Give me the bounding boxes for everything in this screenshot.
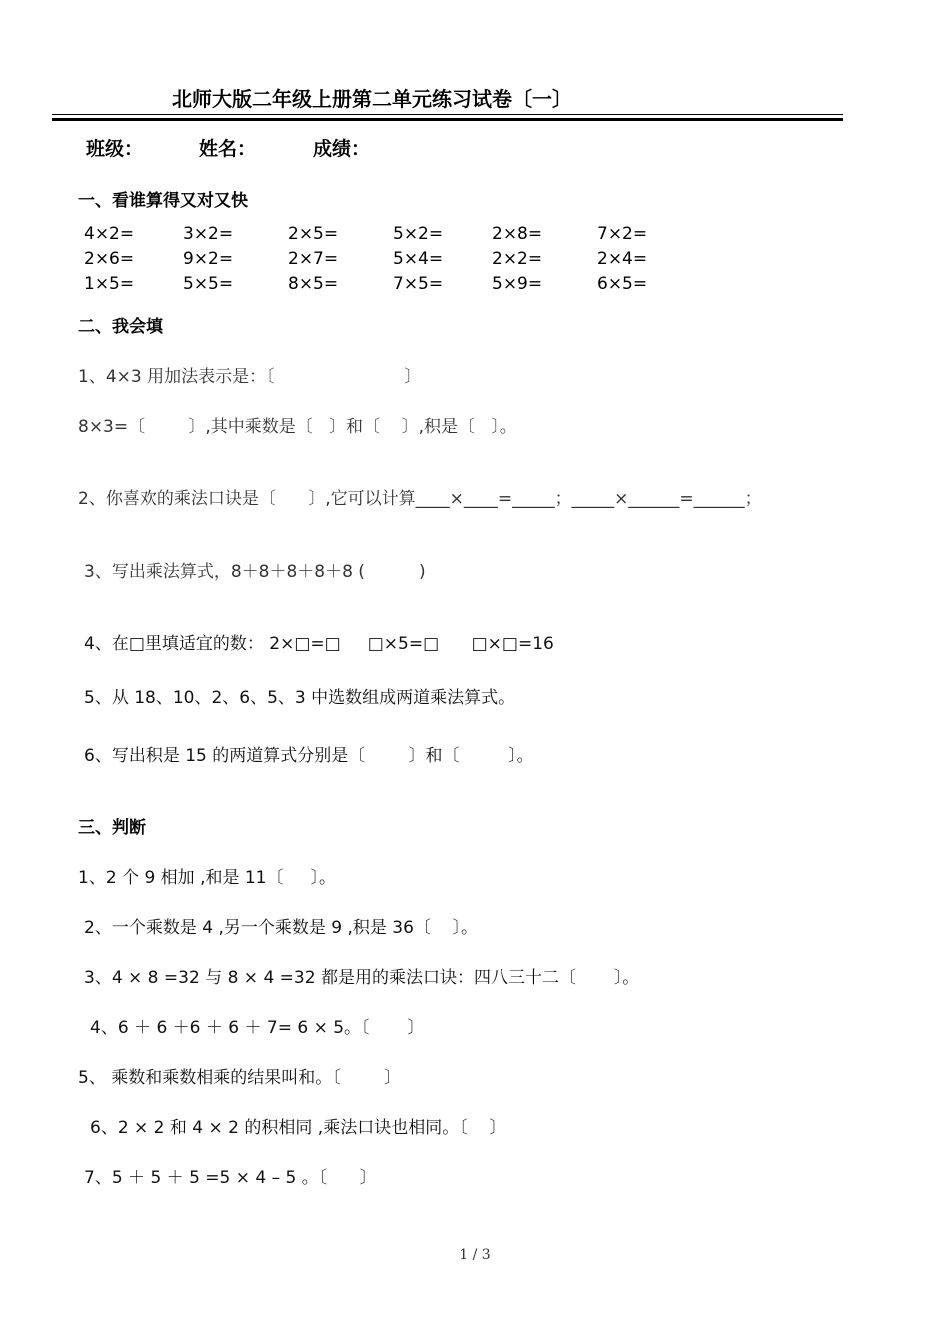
drill-item: 4×2= xyxy=(84,224,135,244)
drill-item: 5×2= xyxy=(393,224,444,244)
drill-item: 2×8= xyxy=(492,224,543,244)
drill-item: 7×2= xyxy=(597,224,648,244)
judge-question-3: 3、4 × 8 =32 与 8 × 4 =32 都是用的乘法口诀：四八三十二〔 〕。 xyxy=(84,968,640,988)
drill-item: 2×7= xyxy=(288,249,339,269)
drill-item: 2×4= xyxy=(597,249,648,269)
drill-item: 3×2= xyxy=(183,224,234,244)
document-title: 北师大版二年级上册第二单元练习试卷〔一〕 xyxy=(172,87,572,111)
fill-question-3: 3、写出乘法算式，8＋8＋8＋8＋8 ( ) xyxy=(84,562,426,582)
drill-item: 8×5= xyxy=(288,274,339,294)
section3-heading: 三、判断 xyxy=(78,818,146,838)
title-rule-thin xyxy=(52,114,843,115)
judge-question-1: 1、2 个 9 相加 ,和是 11〔 〕。 xyxy=(78,868,337,888)
drill-item: 5×9= xyxy=(492,274,543,294)
fill-question-5: 5、从 18、10、2、6、5、3 中选数组成两道乘法算式。 xyxy=(84,688,516,708)
section1-heading: 一、看谁算得又对又快 xyxy=(78,191,248,211)
drill-item: 5×4= xyxy=(393,249,444,269)
drill-item: 5×5= xyxy=(183,274,234,294)
judge-question-4: 4、6 ＋ 6 ＋6 ＋ 6 ＋ 7= 6 × 5。〔 〕 xyxy=(90,1018,425,1038)
drill-item: 7×5= xyxy=(393,274,444,294)
judge-question-2: 2、一个乘数是 4 ,另一个乘数是 9 ,积是 36〔 〕。 xyxy=(84,918,479,938)
judge-question-6: 6、2 × 2 和 4 × 2 的积相同 ,乘法口诀也相同。〔 〕 xyxy=(90,1118,507,1138)
section2-heading: 二、我会填 xyxy=(78,317,163,337)
drill-item: 6×5= xyxy=(597,274,648,294)
drill-item: 2×2= xyxy=(492,249,543,269)
name-label: 姓名： xyxy=(199,138,257,160)
drill-item: 1×5= xyxy=(84,274,135,294)
fill-question-2: 2、你喜欢的乘法口诀是〔 〕,它可以计算____×____=_____；_____×______=______； xyxy=(78,489,762,509)
fill-question-1b: 8×3=〔 〕,其中乘数是〔 〕和〔 〕,积是〔 〕。 xyxy=(78,417,517,437)
score-label: 成绩： xyxy=(313,138,371,160)
judge-question-7: 7、5 ＋ 5 ＋ 5 =5 × 4 – 5 。〔 〕 xyxy=(84,1168,377,1188)
title-rule-thick xyxy=(52,118,843,121)
drill-item: 2×6= xyxy=(84,249,135,269)
judge-question-5: 5、 乘数和乘数相乘的结果叫和。〔 〕 xyxy=(78,1068,401,1088)
drill-item: 2×5= xyxy=(288,224,339,244)
fill-question-4: 4、在□里填适宜的数： 2×□=□ □×5=□ □×□=16 xyxy=(84,634,554,654)
drill-item: 9×2= xyxy=(183,249,234,269)
class-label: 班级： xyxy=(86,138,144,160)
fill-question-6: 6、写出积是 15 的两道算式分别是〔 〕和〔 〕。 xyxy=(84,746,534,766)
fill-question-1: 1、4×3 用加法表示是：〔 〕 xyxy=(78,367,422,387)
page-number: 1 / 3 xyxy=(459,1247,491,1263)
